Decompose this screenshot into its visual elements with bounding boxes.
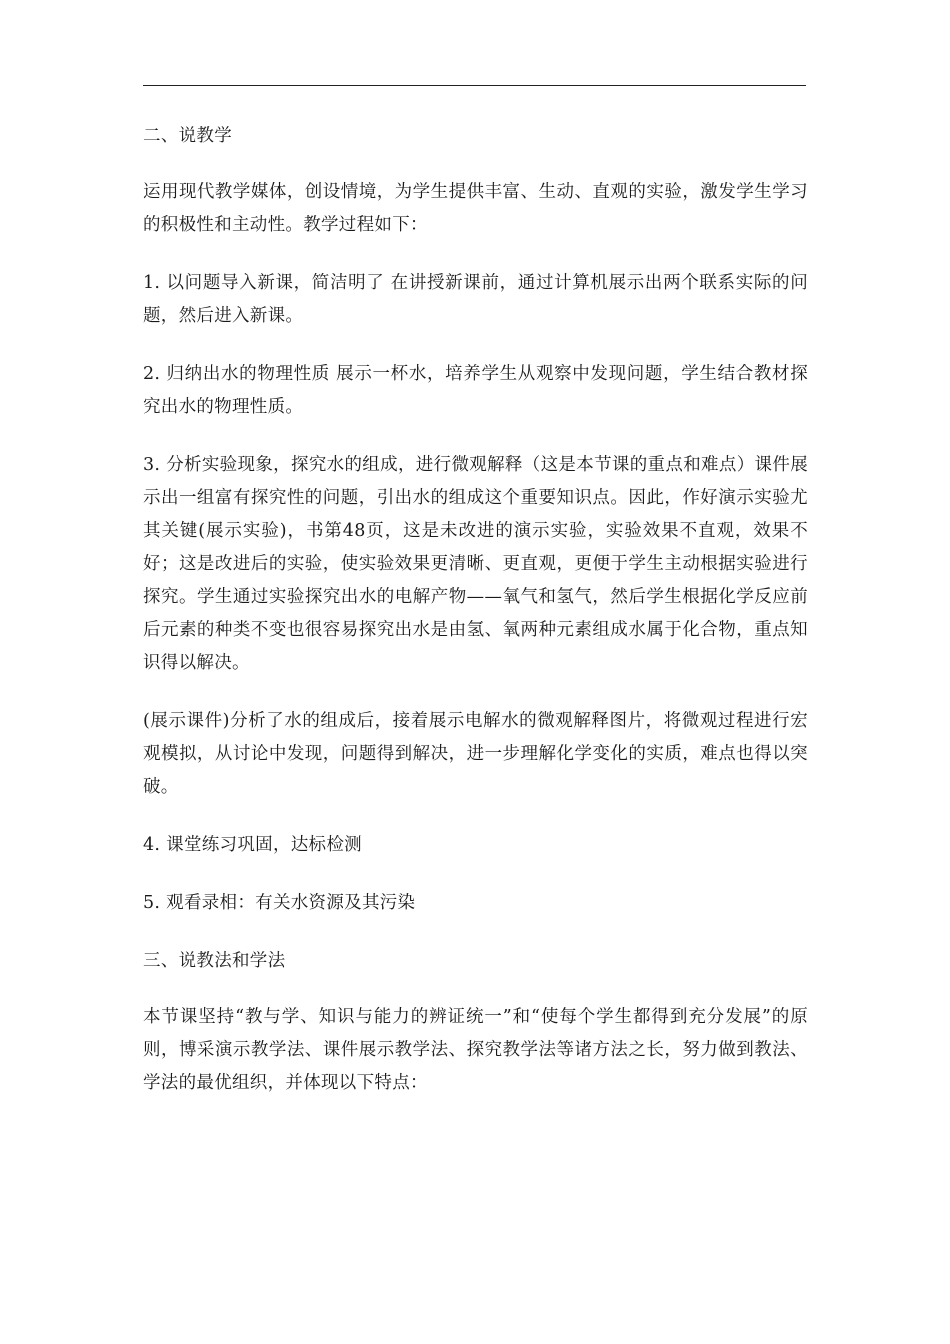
step-3: 3. 分析实验现象，探究水的组成，进行微观解释（这是本节课的重点和难点）课件展示出一组富有探究性的问题，引出水的组成这个重要知识点。因此，作好演示实验尤其关键(展示实验)，书第48页，这是未改进的演示实验，实验效果不直观，效果不好；这是改进后的实验，使实验效果更清晰、更直观，更便于学生主动根据实验进行探究。学生通过实验探究出水的电解产物——氧气和氢气，然后学生根据化学反应前后元素的种类不变也很容易探究出水是由氢、氧两种元素组成水属于化合物，重点知识得以解决。 (143, 455, 808, 673)
step-2: 2. 归纳出水的物理性质 展示一杯水，培养学生从观察中发现问题，学生结合教材探究出水的物理性质。 (143, 364, 808, 417)
header-rule (143, 85, 806, 86)
step-1: 1. 以问题导入新课，简洁明了 在讲授新课前，通过计算机展示出两个联系实际的问题，然后进入新课。 (143, 273, 808, 326)
step-3-followup: (展示课件)分析了水的组成后，接着展示电解水的微观解释图片，将微观过程进行宏观模拟，从讨论中发现，问题得到解决，进一步理解化学变化的实质，难点也得以突破。 (143, 711, 808, 797)
section-2-intro: 运用现代教学媒体，创设情境，为学生提供丰富、生动、直观的实验，激发学生学习的积极性和主动性。教学过程如下： (143, 182, 808, 235)
section-2-title: 二、说教学 (143, 126, 232, 146)
section-3-body: 本节课坚持“教与学、知识与能力的辨证统一”和“使每个学生都得到充分发展”的原则，博采演示教学法、课件展示教学法、探究教学法等诸方法之长，努力做到教法、学法的最优组织，并体现以下特点： (143, 1007, 808, 1093)
section-3-title: 三、说教法和学法 (143, 951, 286, 971)
document-body (143, 120, 808, 1125)
step-5: 5. 观看录相：有关水资源及其污染 (143, 893, 416, 913)
step-4: 4. 课堂练习巩固，达标检测 (143, 835, 362, 855)
